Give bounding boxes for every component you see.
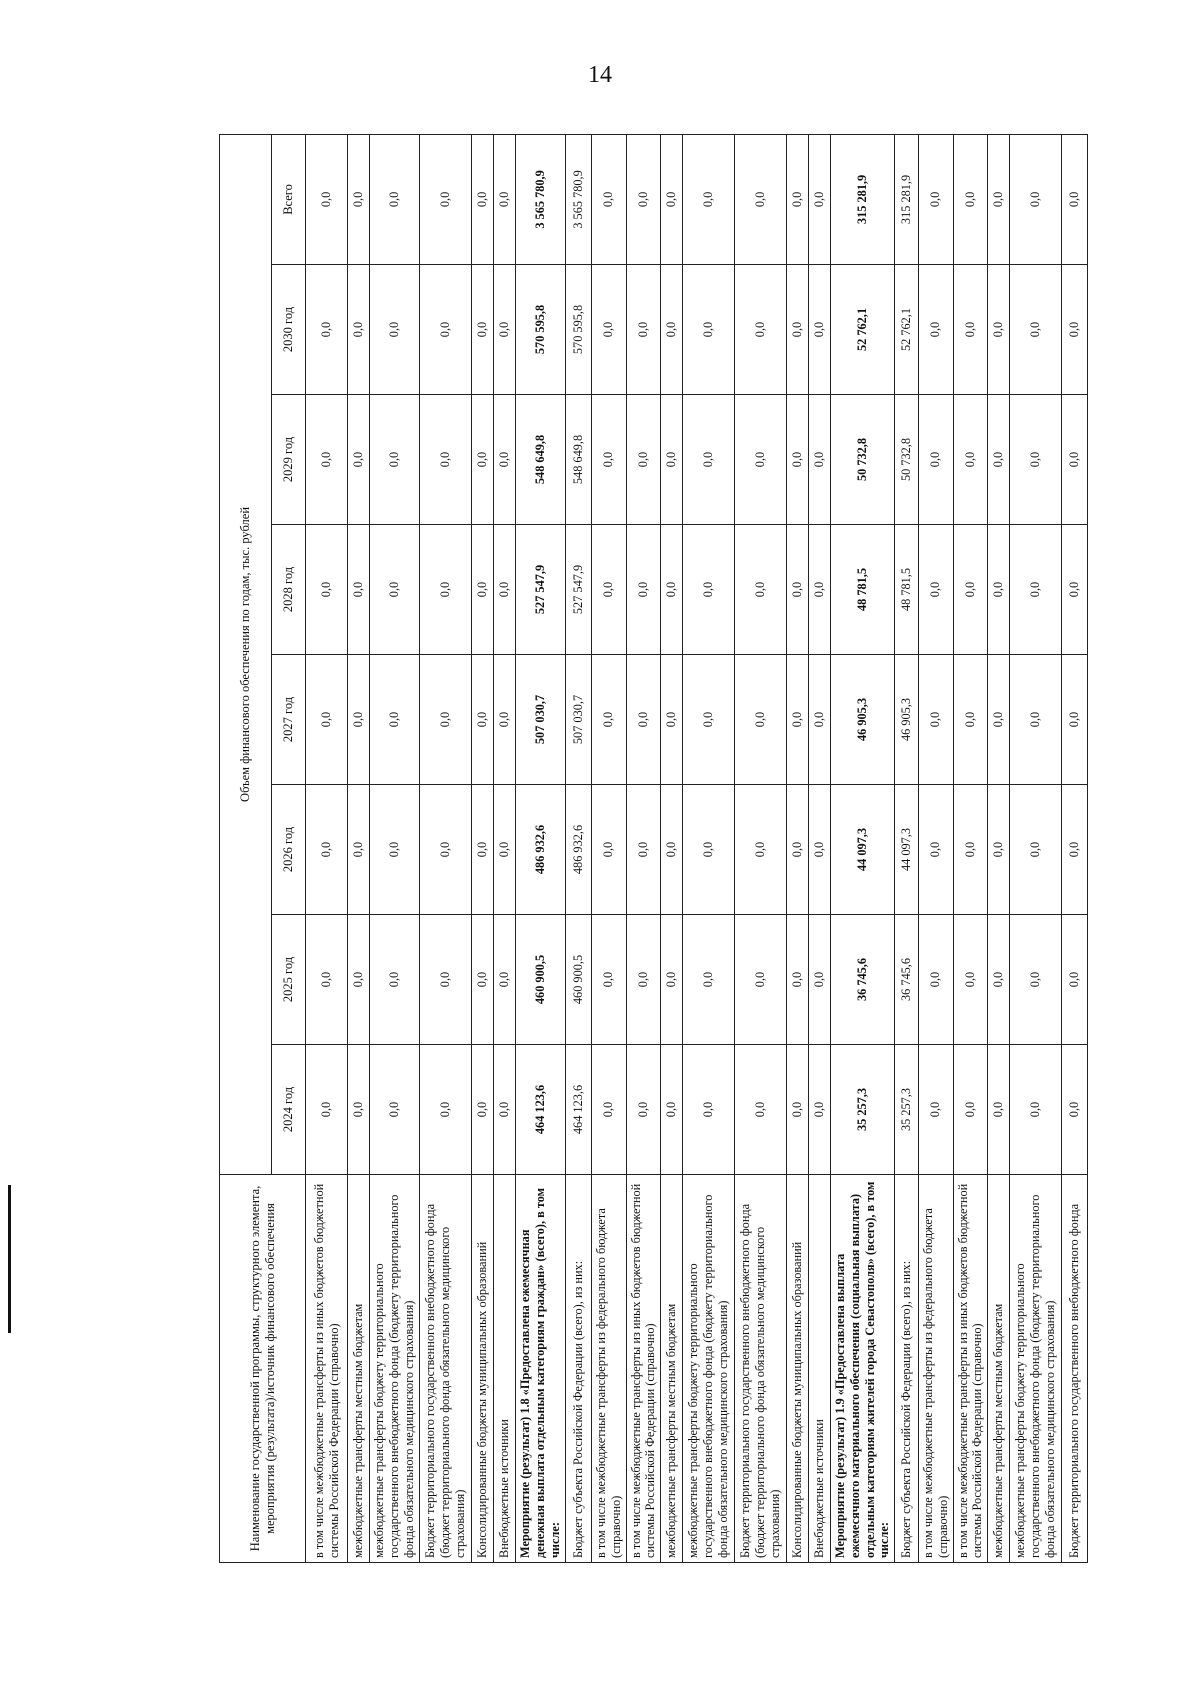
row-value: 0,0 bbox=[735, 655, 787, 785]
row-total: 0,0 bbox=[592, 134, 627, 264]
row-value: 0,0 bbox=[370, 785, 420, 915]
table-row bbox=[1062, 134, 1088, 1562]
row-label: межбюджетные трансферты местным бюджетам bbox=[348, 1175, 370, 1563]
row-value: 0,0 bbox=[592, 915, 627, 1045]
row-value: 0,0 bbox=[735, 785, 787, 915]
row-label: Консолидированные бюджеты муниципальных образований bbox=[787, 1175, 809, 1563]
row-value: 0,0 bbox=[1062, 785, 1088, 915]
row-value: 0,0 bbox=[988, 785, 1010, 915]
row-value: 0,0 bbox=[953, 1045, 988, 1175]
row-value: 0,0 bbox=[809, 525, 831, 655]
row-value: 0,0 bbox=[494, 265, 516, 395]
row-value: 50 732,8 bbox=[895, 395, 919, 525]
table-row bbox=[306, 134, 348, 1562]
table-row bbox=[472, 134, 494, 1562]
row-value: 0,0 bbox=[683, 785, 735, 915]
row-total: 0,0 bbox=[306, 134, 348, 264]
row-value: 0,0 bbox=[1062, 655, 1088, 785]
row-value: 0,0 bbox=[919, 785, 954, 915]
row-value: 0,0 bbox=[626, 1045, 661, 1175]
row-value: 0,0 bbox=[787, 915, 809, 1045]
row-value: 48 781,5 bbox=[831, 525, 895, 655]
row-value: 35 257,3 bbox=[831, 1045, 895, 1175]
row-value: 0,0 bbox=[306, 265, 348, 395]
row-value: 0,0 bbox=[472, 395, 494, 525]
table-row bbox=[348, 134, 370, 1562]
row-value: 0,0 bbox=[592, 265, 627, 395]
row-label: Бюджет территориального государственного внебюджетного фонда bbox=[1062, 1175, 1088, 1563]
row-label: Внебюджетные источники bbox=[809, 1175, 831, 1563]
row-value: 0,0 bbox=[787, 785, 809, 915]
row-value: 0,0 bbox=[919, 525, 954, 655]
row-value: 0,0 bbox=[735, 915, 787, 1045]
row-label: Мероприятие (результат) 1.8 «Предоставлена ежемесячная денежная выплата отдельным категориям граждан» (всего), в том числе: bbox=[516, 1175, 566, 1563]
row-value: 0,0 bbox=[420, 525, 472, 655]
row-value: 486 932,6 bbox=[516, 785, 566, 915]
row-value: 0,0 bbox=[809, 395, 831, 525]
row-value: 460 900,5 bbox=[566, 915, 592, 1045]
row-label: межбюджетные трансферты бюджету территориального государственного внебюджетного фонда (бюджету территориального фонда обязательного медицинского страхования) bbox=[683, 1175, 735, 1563]
row-value: 0,0 bbox=[988, 655, 1010, 785]
row-label: межбюджетные трансферты бюджету территориального государственного внебюджетного фонда (бюджету территориального фонда обязательного медицинского страхования) bbox=[1010, 1175, 1062, 1563]
row-value: 0,0 bbox=[919, 1045, 954, 1175]
row-value: 548 649,8 bbox=[566, 395, 592, 525]
row-label: Бюджет субъекта Российской Федерации (всего), из них: bbox=[895, 1175, 919, 1563]
page-number: 14 bbox=[588, 62, 612, 88]
row-value: 0,0 bbox=[348, 915, 370, 1045]
row-total: 0,0 bbox=[787, 134, 809, 264]
row-value: 0,0 bbox=[919, 915, 954, 1045]
table-row bbox=[370, 134, 420, 1562]
row-value: 44 097,3 bbox=[831, 785, 895, 915]
row-value: 0,0 bbox=[953, 265, 988, 395]
row-value: 0,0 bbox=[494, 395, 516, 525]
table-row bbox=[661, 134, 683, 1562]
row-total: 0,0 bbox=[809, 134, 831, 264]
row-value: 0,0 bbox=[661, 915, 683, 1045]
year-header: 2028 год bbox=[272, 525, 306, 655]
row-label: Мероприятие (результат) 1.9 «Предоставлена выплата ежемесячного материального обеспечения (социальная выплата) отдельным категориям жителей города Севастополя» (всего), в том числе: bbox=[831, 1175, 895, 1563]
row-value: 0,0 bbox=[953, 785, 988, 915]
row-total: 0,0 bbox=[661, 134, 683, 264]
table-row bbox=[953, 134, 988, 1562]
row-value: 0,0 bbox=[592, 395, 627, 525]
row-value: 464 123,6 bbox=[566, 1045, 592, 1175]
row-value: 0,0 bbox=[661, 785, 683, 915]
row-value: 0,0 bbox=[683, 265, 735, 395]
table-row bbox=[988, 134, 1010, 1562]
row-value: 0,0 bbox=[661, 1045, 683, 1175]
row-value: 0,0 bbox=[661, 525, 683, 655]
table-row bbox=[809, 134, 831, 1562]
row-total: 0,0 bbox=[420, 134, 472, 264]
row-value: 0,0 bbox=[306, 525, 348, 655]
row-value: 0,0 bbox=[420, 785, 472, 915]
year-header: 2026 год bbox=[272, 785, 306, 915]
row-value: 0,0 bbox=[494, 655, 516, 785]
row-value: 0,0 bbox=[1010, 265, 1062, 395]
row-label: в том числе межбюджетные трансферты из федерального бюджета (справочно) bbox=[592, 1175, 627, 1563]
table-row bbox=[683, 134, 735, 1562]
table-row bbox=[919, 134, 954, 1562]
row-value: 0,0 bbox=[809, 785, 831, 915]
row-value: 486 932,6 bbox=[566, 785, 592, 915]
table-row bbox=[1010, 134, 1062, 1562]
row-label: межбюджетные трансферты бюджету территориального государственного внебюджетного фонда (бюджету территориального фонда обязательного медицинского страхования) bbox=[370, 1175, 420, 1563]
row-total: 0,0 bbox=[1010, 134, 1062, 264]
row-value: 0,0 bbox=[1062, 915, 1088, 1045]
header-volume: Объем финансового обеспечения по годам, тыс. рублей bbox=[220, 134, 272, 1174]
row-value: 0,0 bbox=[735, 525, 787, 655]
row-value: 0,0 bbox=[1010, 655, 1062, 785]
row-value: 0,0 bbox=[787, 1045, 809, 1175]
row-value: 0,0 bbox=[420, 395, 472, 525]
row-label: в том числе межбюджетные трансферты из иных бюджетов бюджетной системы Российской Федерации (справочно) bbox=[306, 1175, 348, 1563]
row-value: 36 745,6 bbox=[831, 915, 895, 1045]
row-value: 570 595,8 bbox=[566, 265, 592, 395]
row-label: Бюджет субъекта Российской Федерации (всего), из них: bbox=[566, 1175, 592, 1563]
row-value: 0,0 bbox=[683, 395, 735, 525]
row-value: 0,0 bbox=[348, 525, 370, 655]
row-value: 35 257,3 bbox=[895, 1045, 919, 1175]
row-value: 0,0 bbox=[809, 655, 831, 785]
row-value: 0,0 bbox=[472, 785, 494, 915]
row-total: 0,0 bbox=[348, 134, 370, 264]
row-value: 0,0 bbox=[988, 1045, 1010, 1175]
row-label: Бюджет территориального государственного внебюджетного фонда (бюджет территориального фонда обязательного медицинского страхования) bbox=[420, 1175, 472, 1563]
row-total: 0,0 bbox=[1062, 134, 1088, 264]
row-value: 0,0 bbox=[306, 1045, 348, 1175]
row-label: Внебюджетные источники bbox=[494, 1175, 516, 1563]
row-value: 0,0 bbox=[953, 395, 988, 525]
row-total: 315 281,9 bbox=[831, 134, 895, 264]
row-value: 0,0 bbox=[1062, 265, 1088, 395]
header-name: Наименование государственной программы, структурного элемента, мероприятия (результата)/источник финансового обеспечения bbox=[220, 1175, 306, 1563]
table-row bbox=[787, 134, 809, 1562]
row-value: 0,0 bbox=[370, 915, 420, 1045]
row-value: 36 745,6 bbox=[895, 915, 919, 1045]
row-value: 0,0 bbox=[370, 265, 420, 395]
rotated-table-container bbox=[219, 135, 1082, 1563]
row-value: 0,0 bbox=[370, 525, 420, 655]
row-total: 3 565 780,9 bbox=[566, 134, 592, 264]
row-value: 0,0 bbox=[683, 655, 735, 785]
row-value: 0,0 bbox=[306, 915, 348, 1045]
year-header: 2024 год bbox=[272, 1045, 306, 1175]
row-value: 0,0 bbox=[626, 525, 661, 655]
row-value: 0,0 bbox=[661, 655, 683, 785]
row-value: 0,0 bbox=[735, 395, 787, 525]
row-value: 0,0 bbox=[953, 525, 988, 655]
row-total: 0,0 bbox=[988, 134, 1010, 264]
row-value: 0,0 bbox=[988, 525, 1010, 655]
row-label: Бюджет территориального государственного внебюджетного фонда (бюджет территориального фонда обязательного медицинского страхования) bbox=[735, 1175, 787, 1563]
row-value: 0,0 bbox=[787, 655, 809, 785]
row-total: 0,0 bbox=[919, 134, 954, 264]
row-value: 46 905,3 bbox=[895, 655, 919, 785]
row-value: 0,0 bbox=[592, 525, 627, 655]
row-value: 0,0 bbox=[1062, 1045, 1088, 1175]
row-total: 0,0 bbox=[735, 134, 787, 264]
table-row bbox=[626, 134, 661, 1562]
row-value: 570 595,8 bbox=[516, 265, 566, 395]
row-value: 0,0 bbox=[919, 265, 954, 395]
row-value: 44 097,3 bbox=[895, 785, 919, 915]
table-row bbox=[592, 134, 627, 1562]
row-value: 0,0 bbox=[661, 265, 683, 395]
financing-table bbox=[219, 134, 1088, 1563]
row-total: 0,0 bbox=[953, 134, 988, 264]
table-row bbox=[831, 134, 895, 1562]
row-value: 0,0 bbox=[1062, 395, 1088, 525]
row-value: 0,0 bbox=[472, 915, 494, 1045]
row-value: 0,0 bbox=[348, 785, 370, 915]
table-row bbox=[566, 134, 592, 1562]
row-value: 46 905,3 bbox=[831, 655, 895, 785]
row-value: 0,0 bbox=[988, 395, 1010, 525]
table-row bbox=[735, 134, 787, 1562]
row-value: 0,0 bbox=[683, 525, 735, 655]
total-header: Всего bbox=[272, 134, 306, 264]
row-value: 0,0 bbox=[348, 655, 370, 785]
row-value: 0,0 bbox=[1010, 525, 1062, 655]
row-value: 0,0 bbox=[370, 1045, 420, 1175]
year-header: 2025 год bbox=[272, 915, 306, 1045]
row-value: 0,0 bbox=[348, 1045, 370, 1175]
row-value: 52 762,1 bbox=[895, 265, 919, 395]
row-value: 0,0 bbox=[787, 395, 809, 525]
row-value: 48 781,5 bbox=[895, 525, 919, 655]
row-value: 0,0 bbox=[661, 395, 683, 525]
row-value: 0,0 bbox=[306, 655, 348, 785]
row-value: 0,0 bbox=[472, 1045, 494, 1175]
row-value: 0,0 bbox=[1010, 1045, 1062, 1175]
row-value: 0,0 bbox=[592, 785, 627, 915]
row-value: 507 030,7 bbox=[566, 655, 592, 785]
row-value: 0,0 bbox=[919, 395, 954, 525]
row-value: 0,0 bbox=[735, 1045, 787, 1175]
row-value: 0,0 bbox=[626, 785, 661, 915]
row-value: 0,0 bbox=[683, 915, 735, 1045]
row-total: 0,0 bbox=[683, 134, 735, 264]
row-value: 0,0 bbox=[988, 265, 1010, 395]
table-row bbox=[516, 134, 566, 1562]
row-value: 0,0 bbox=[370, 655, 420, 785]
row-value: 0,0 bbox=[735, 265, 787, 395]
row-value: 0,0 bbox=[494, 525, 516, 655]
row-value: 0,0 bbox=[472, 655, 494, 785]
row-value: 0,0 bbox=[809, 915, 831, 1045]
row-value: 0,0 bbox=[953, 915, 988, 1045]
year-header: 2030 год bbox=[272, 265, 306, 395]
row-label: межбюджетные трансферты местным бюджетам bbox=[988, 1175, 1010, 1563]
row-total: 0,0 bbox=[494, 134, 516, 264]
row-value: 0,0 bbox=[626, 655, 661, 785]
row-value: 0,0 bbox=[348, 395, 370, 525]
row-value: 0,0 bbox=[919, 655, 954, 785]
row-value: 52 762,1 bbox=[831, 265, 895, 395]
row-value: 0,0 bbox=[809, 265, 831, 395]
row-value: 0,0 bbox=[370, 395, 420, 525]
row-value: 0,0 bbox=[592, 1045, 627, 1175]
row-value: 527 547,9 bbox=[516, 525, 566, 655]
row-value: 0,0 bbox=[472, 265, 494, 395]
table-row bbox=[420, 134, 472, 1562]
row-value: 0,0 bbox=[683, 1045, 735, 1175]
row-value: 0,0 bbox=[787, 525, 809, 655]
margin-mark bbox=[8, 1185, 11, 1333]
row-value: 0,0 bbox=[988, 915, 1010, 1045]
row-label: Консолидированные бюджеты муниципальных образований bbox=[472, 1175, 494, 1563]
row-value: 0,0 bbox=[420, 265, 472, 395]
row-value: 0,0 bbox=[348, 265, 370, 395]
row-label: в том числе межбюджетные трансферты из иных бюджетов бюджетной системы Российской Федерации (справочно) bbox=[626, 1175, 661, 1563]
row-value: 460 900,5 bbox=[516, 915, 566, 1045]
table-row bbox=[895, 134, 919, 1562]
row-value: 507 030,7 bbox=[516, 655, 566, 785]
row-value: 0,0 bbox=[626, 265, 661, 395]
row-value: 527 547,9 bbox=[566, 525, 592, 655]
row-value: 0,0 bbox=[494, 785, 516, 915]
row-value: 0,0 bbox=[953, 655, 988, 785]
row-label: в том числе межбюджетные трансферты из федерального бюджета (справочно) bbox=[919, 1175, 954, 1563]
row-value: 0,0 bbox=[306, 785, 348, 915]
year-header: 2027 год bbox=[272, 655, 306, 785]
row-value: 0,0 bbox=[420, 915, 472, 1045]
row-value: 0,0 bbox=[306, 395, 348, 525]
row-value: 0,0 bbox=[494, 915, 516, 1045]
row-total: 0,0 bbox=[370, 134, 420, 264]
row-value: 0,0 bbox=[1062, 525, 1088, 655]
year-header: 2029 год bbox=[272, 395, 306, 525]
row-value: 0,0 bbox=[1010, 395, 1062, 525]
row-value: 0,0 bbox=[626, 395, 661, 525]
table-row bbox=[494, 134, 516, 1562]
row-value: 0,0 bbox=[626, 915, 661, 1045]
row-total: 0,0 bbox=[472, 134, 494, 264]
row-value: 0,0 bbox=[420, 655, 472, 785]
row-value: 0,0 bbox=[787, 265, 809, 395]
row-value: 0,0 bbox=[1010, 785, 1062, 915]
row-value: 0,0 bbox=[472, 525, 494, 655]
row-value: 0,0 bbox=[809, 1045, 831, 1175]
row-value: 548 649,8 bbox=[516, 395, 566, 525]
row-value: 0,0 bbox=[592, 655, 627, 785]
table-body bbox=[306, 134, 1088, 1562]
row-total: 3 565 780,9 bbox=[516, 134, 566, 264]
row-value: 464 123,6 bbox=[516, 1045, 566, 1175]
row-label: межбюджетные трансферты местным бюджетам bbox=[661, 1175, 683, 1563]
row-total: 0,0 bbox=[626, 134, 661, 264]
row-total: 315 281,9 bbox=[895, 134, 919, 264]
row-value: 0,0 bbox=[494, 1045, 516, 1175]
row-value: 50 732,8 bbox=[831, 395, 895, 525]
row-value: 0,0 bbox=[420, 1045, 472, 1175]
row-value: 0,0 bbox=[1010, 915, 1062, 1045]
row-label: в том числе межбюджетные трансферты из иных бюджетов бюджетной системы Российской Федерации (справочно) bbox=[953, 1175, 988, 1563]
